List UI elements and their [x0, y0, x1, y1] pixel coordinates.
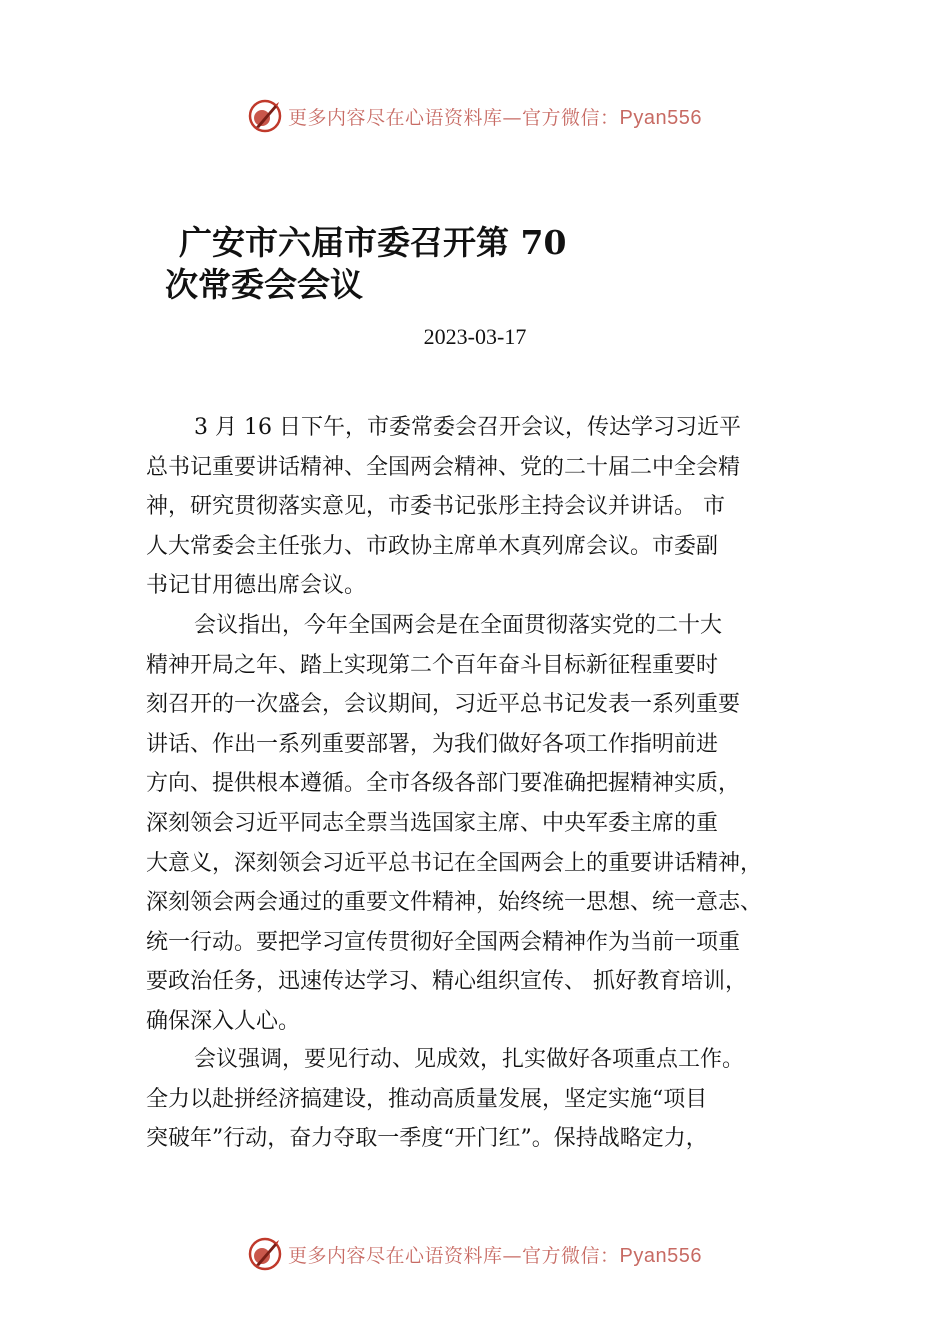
- paragraph-line: 大意义，深刻领会习近平总书记在全国两会上的重要讲话精神，: [146, 850, 763, 876]
- paragraph-line: 神，研究贯彻落实意见，市委书记张彤主持会议并讲话。 市: [146, 494, 725, 520]
- watermark-banner-bottom: [0, 1234, 950, 1274]
- title-line-1: 广安市六届市委召开第 70: [179, 223, 567, 262]
- quill-logo-icon: [248, 1237, 282, 1271]
- paragraph-line: 深刻领会两会通过的重要文件精神，始终统一思想、统一意志、: [146, 890, 763, 916]
- title-line-2: 次常委会会议: [165, 265, 363, 304]
- paragraph-line: 书记甘用德出席会议。: [146, 573, 367, 599]
- paragraph-line: 讲话、作出一系列重要部署，为我们做好各项工作指明前进: [146, 731, 719, 757]
- paragraph-line: 全力以赴拼经济搞建设，推动高质量发展，坚定实施“项目: [146, 1086, 708, 1112]
- watermark-label: 更多内容尽在心语资料库—官方微信：: [288, 106, 620, 129]
- paragraph-line: 会议强调，要见行动、见成效，扎实做好各项重点工作。: [194, 1047, 745, 1072]
- paragraph-line: 确保深入人心。: [146, 1008, 301, 1034]
- watermark-banner-top: [0, 96, 950, 136]
- paragraph-line: 要政治任务，迅速传达学习、精心组织宣传、 抓好教育培训，: [146, 969, 747, 995]
- paragraph-1: [146, 408, 846, 606]
- paragraph-3: [146, 1040, 846, 1159]
- paragraph-line: 总书记重要讲话精神、全国两会精神、党的二十届二中全会精: [146, 454, 741, 480]
- document-title: [165, 222, 625, 306]
- watermark-wechat-id: Pyan556: [619, 106, 702, 129]
- watermark-text: [288, 1241, 702, 1268]
- paragraph-line: 3 月 16 日下午，市委常委会召开会议，传达学习习近平: [194, 415, 741, 440]
- paragraph-line: 统一行动。要把学习宣传贯彻好全国两会精神作为当前一项重: [146, 929, 741, 955]
- document-date: 2023-03-17: [423, 324, 527, 349]
- watermark-wechat-id: Pyan556: [619, 1244, 702, 1267]
- quill-logo-icon: [248, 99, 282, 133]
- paragraph-line: 会议指出，今年全国两会是在全面贯彻落实党的二十大: [194, 613, 723, 638]
- paragraph-line: 突破年”行动，奋力夺取一季度“开门红”。保持战略定力，: [146, 1126, 708, 1152]
- paragraph-line: 深刻领会习近平同志全票当选国家主席、中央军委主席的重: [146, 810, 719, 836]
- watermark-text: [288, 103, 702, 130]
- watermark-label: 更多内容尽在心语资料库—官方微信：: [288, 1244, 620, 1267]
- paragraph-line: 刻召开的一次盛会，会议期间，习近平总书记发表一系列重要: [146, 692, 741, 718]
- paragraph-line: 人大常委会主任张力、市政协主席单木真列席会议。市委副: [146, 533, 719, 559]
- paragraph-2: [146, 606, 846, 1042]
- paragraph-line: 精神开局之年、踏上实现第二个百年奋斗目标新征程重要时: [146, 652, 719, 678]
- paragraph-line: 方向、提供根本遵循。全市各级各部门要准确把握精神实质，: [146, 771, 741, 797]
